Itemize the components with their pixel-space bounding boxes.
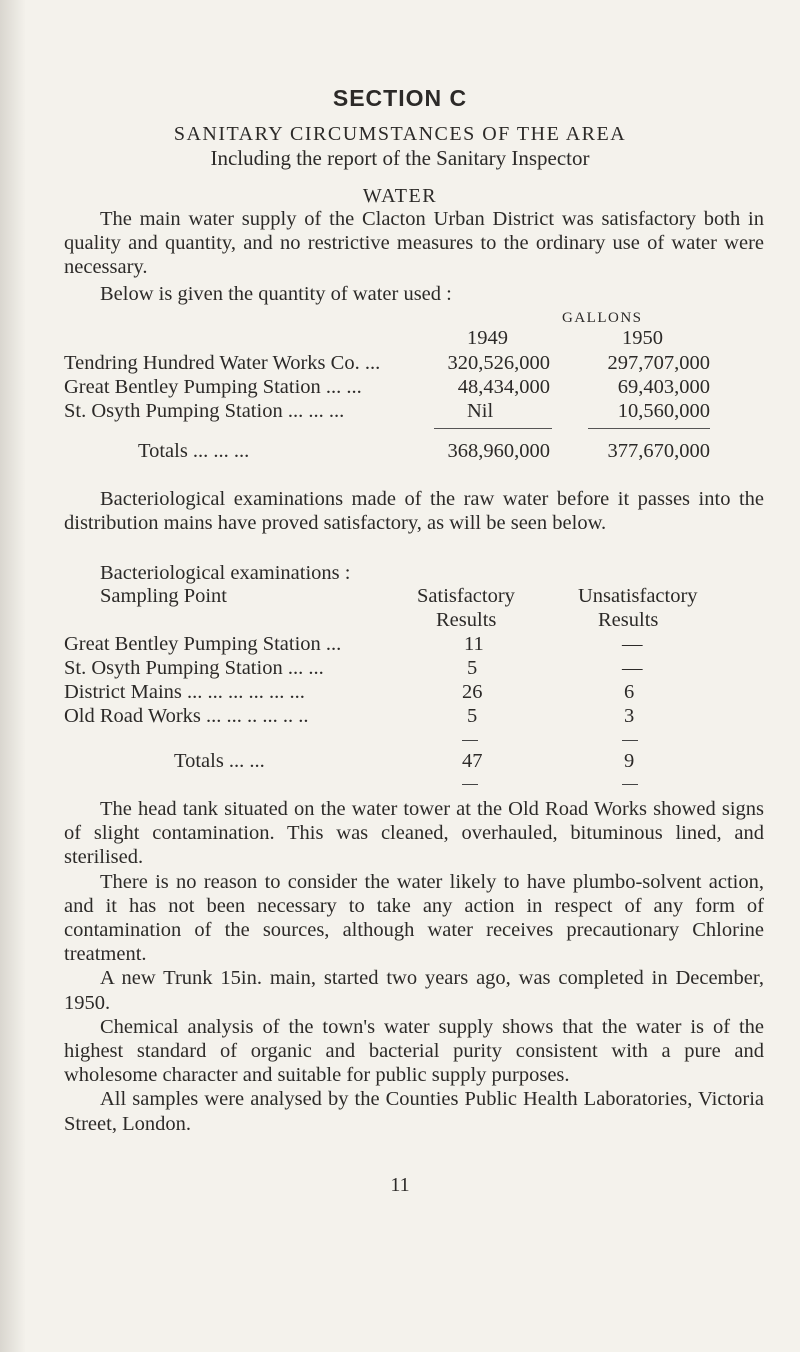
total-underline-unsatisfactory	[622, 784, 638, 785]
bacteriological-text: Bacteriological examinations made of the raw water before it passes into the distribution mains have proved satisfactory, as will be seen below.	[64, 488, 764, 535]
body-paragraphs	[64, 797, 764, 1136]
total-rule-satisfactory	[462, 740, 478, 741]
satisfactory-header: Satisfactory	[417, 585, 515, 607]
total-unsatisfactory: 9	[624, 750, 635, 772]
total-rule-unsatisfactory	[622, 740, 638, 741]
total-rule-1949	[434, 428, 552, 429]
table-row-label: District Mains ... ... ... ... ... ...	[64, 681, 305, 703]
table-cell-unsatisfactory: —	[622, 657, 643, 679]
table-cell-unsatisfactory: —	[622, 633, 643, 655]
section-title: SECTION C	[332, 85, 468, 111]
table-cell-1950: 69,403,000	[617, 376, 710, 398]
bact-table-title: Bacteriological examinations :	[100, 562, 351, 584]
total-satisfactory: 47	[462, 750, 483, 772]
water-title: WATER	[362, 185, 438, 207]
table-cell-1949: Nil	[467, 400, 494, 422]
paragraph: The head tank situated on the water tower at the Old Road Works showed signs of slight contamination. This was cleaned, overhauled, bituminous lined, and sterilised.	[64, 798, 764, 869]
table-cell-satisfactory: 26	[462, 681, 483, 703]
page-subheading: Including the report of the Sanitary Inspector	[210, 146, 590, 170]
paragraph: A new Trunk 15in. main, started two years ago, was completed in December, 1950.	[64, 967, 764, 1014]
unsatisfactory-results-header: Results	[598, 609, 659, 631]
table-cell-1950: 10,560,000	[617, 400, 710, 422]
table-row-label: Tendring Hundred Water Works Co. ...	[64, 352, 381, 374]
paragraph: Chemical analysis of the town's water supply shows that the water is of the highest standard of organic and bacterial purity consistent with a pure and wholesome character and suitable for public supply purposes.	[64, 1015, 764, 1087]
table-cell-1950: 297,707,000	[607, 352, 710, 374]
table-cell-1949: 48,434,000	[457, 376, 550, 398]
table-row-label: Old Road Works ... ... .. ... .. ..	[64, 705, 309, 727]
quantity-intro: Below is given the quantity of water used :	[100, 283, 452, 305]
total-1950: 377,670,000	[607, 440, 710, 462]
totals-label: Totals ... ... ...	[138, 440, 250, 462]
page-heading: SANITARY CIRCUMSTANCES OF THE AREA	[173, 123, 627, 145]
intro-paragraph	[64, 207, 764, 280]
satisfactory-results-header: Results	[436, 609, 497, 631]
table-row-label: Great Bentley Pumping Station ... ...	[64, 376, 362, 398]
paragraph: There is no reason to consider the water likely to have plumbo-solvent action, and it has not been necessary to take any action in respect of any form of contamination of the sources, although water receives precautionary Chlorine treatment.	[64, 870, 764, 966]
bacteriological-paragraph	[64, 487, 764, 535]
year-1949-header: 1949	[467, 327, 508, 349]
table-cell-unsatisfactory: 3	[624, 705, 635, 727]
paragraph: All samples were analysed by the Counties Public Health Laboratories, Victoria Street, London.	[64, 1088, 764, 1135]
total-1949: 368,960,000	[447, 440, 550, 462]
year-1950-header: 1950	[622, 327, 663, 349]
total-rule-1950	[588, 428, 710, 429]
table-cell-satisfactory: 5	[467, 705, 478, 727]
table-cell-1949: 320,526,000	[447, 352, 550, 374]
page-number: 11	[390, 1174, 410, 1196]
table-row-label: St. Osyth Pumping Station ... ...	[64, 657, 324, 679]
gallons-header: GALLONS	[562, 310, 643, 326]
unsatisfactory-header: Unsatisfactory	[578, 585, 698, 607]
intro-text: The main water supply of the Clacton Urban District was satisfactory both in quality and quantity, and no restrictive measures to the ordinary use of water were necessary.	[64, 208, 764, 279]
table-row-label: St. Osyth Pumping Station ... ... ...	[64, 400, 345, 422]
table-cell-satisfactory: 5	[467, 657, 478, 679]
table-row-label: Great Bentley Pumping Station ...	[64, 633, 342, 655]
table-cell-satisfactory: 11	[464, 633, 484, 655]
sampling-point-header: Sampling Point	[100, 585, 228, 607]
bact-totals-label: Totals ... ...	[174, 750, 265, 772]
table-cell-unsatisfactory: 6	[624, 681, 635, 703]
total-underline-satisfactory	[462, 784, 478, 785]
